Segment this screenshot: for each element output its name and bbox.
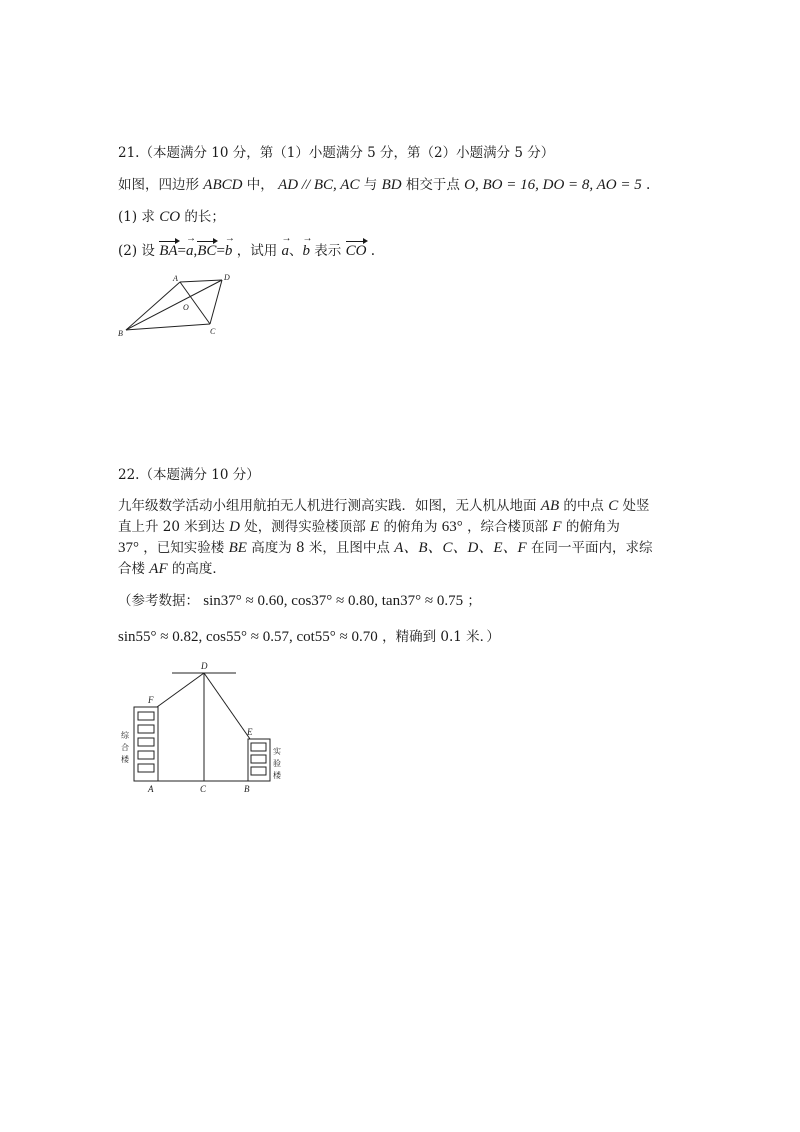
window: [138, 751, 154, 759]
left-building-char-2: 合: [121, 743, 129, 752]
segment-df: [157, 673, 204, 707]
q21-quadrilateral-figure: [110, 270, 240, 342]
label-c: C: [200, 784, 207, 794]
segment-de: [204, 673, 250, 739]
segment-bc: [126, 324, 210, 330]
label-d: D: [201, 661, 208, 671]
label-d: D: [224, 273, 230, 282]
left-building-char-1: 综: [121, 731, 129, 740]
window: [251, 755, 266, 763]
q22-line1: 九年级数学活动小组用航拍无人机进行测高实践．如图，无人机从地面 AB 的中点 C 处竖: [118, 498, 650, 514]
right-building-char-3: 楼: [273, 771, 281, 780]
q22-line2: 直上升 20 米到达 D 处，测得实验楼顶部 E 的俯角为 63° ，综合楼顶部 F 的俯角为: [118, 519, 620, 535]
q21-header: 21.（本题满分 10 分，第（1）小题满分 5 分，第（2）小题满分 5 分）: [118, 145, 555, 161]
q22-reference-1: （参考数据： sin37° ≈ 0.60, cos37° ≈ 0.80, tan37° ≈ 0.75 ；: [118, 593, 481, 609]
q22-line3: 37° ，已知实验楼 BE 高度为 8 米，且图中点 A、B、C、D、E、F 在同一平面内，求综: [118, 540, 653, 556]
segment-dc: [210, 280, 222, 324]
label-f: F: [148, 695, 154, 705]
left-building-char-3: 楼: [121, 755, 129, 764]
label-c: C: [210, 327, 216, 336]
q21-intro: 如图，四边形 ABCD 中， AD // BC, AC 与 BD 相交于点 O, BO = 16, DO = 8, AO = 5 .: [118, 177, 651, 193]
label-b: B: [118, 329, 123, 338]
label-b: B: [244, 784, 250, 794]
q22-drone-figure: [108, 658, 288, 798]
label-o: O: [183, 303, 189, 312]
q22-reference-2: sin55° ≈ 0.82, cos55° ≈ 0.57, cot55° ≈ 0.70 ，精确到 0.1 米．）: [118, 629, 500, 645]
q22-line4: 合楼 AF 的高度．: [118, 561, 226, 577]
window: [251, 767, 266, 775]
window: [138, 738, 154, 746]
label-a: A: [173, 274, 178, 283]
window: [138, 725, 154, 733]
label-e: E: [247, 727, 253, 737]
q22-header: 22.（本题满分 10 分）: [118, 467, 260, 483]
right-building-char-1: 实: [273, 747, 281, 756]
right-building-char-2: 验: [273, 759, 281, 768]
q21-part2: (2) 设 BA=a →,BC=b → ，试用 a →、b → 表示 CO .: [118, 242, 375, 260]
label-a: A: [148, 784, 154, 794]
window: [138, 712, 154, 720]
segment-ad: [180, 280, 222, 282]
window: [251, 743, 266, 751]
q21-part1: (1) 求 CO 的长；: [118, 209, 225, 225]
window: [138, 764, 154, 772]
